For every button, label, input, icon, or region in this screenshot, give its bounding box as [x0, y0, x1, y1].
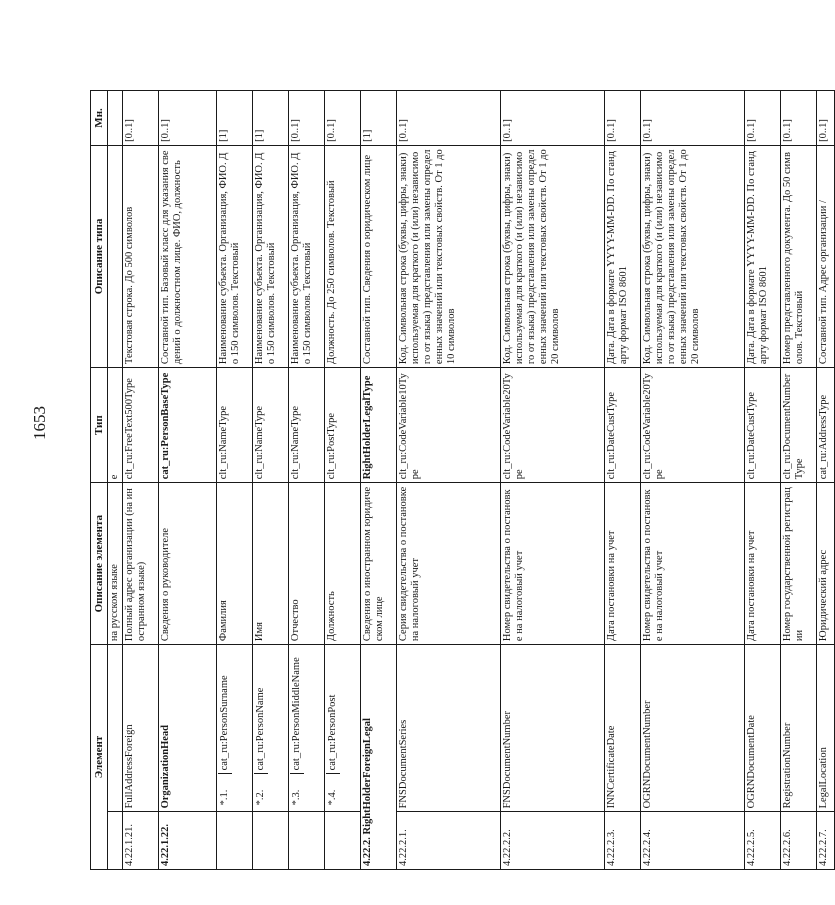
element-description: Серия свидетельства о постановке на налоговый учет: [397, 483, 501, 645]
row-number-cell: [217, 812, 253, 870]
rotated-page: [90, 90, 829, 870]
type-description: Наименование субъекта. Организация, ФИО. До 150 символов. Текстовый: [217, 145, 253, 367]
sub-row-number: *.3.: [290, 773, 304, 808]
row-number: [108, 812, 123, 870]
element-name: cat_ru:PersonPost: [327, 694, 338, 771]
sub-element-cell: [289, 645, 325, 812]
spec-table: [90, 90, 835, 870]
row-number: 4.22.2.3.: [605, 812, 641, 870]
element-description: Должность: [325, 483, 361, 645]
type-description: [108, 145, 123, 367]
type-description: Наименование субъекта. Организация, ФИО. До 150 символов. Текстовый: [289, 145, 325, 367]
element-name: FNSDocumentNumber: [501, 645, 605, 812]
sub-row-number: *.2.: [254, 773, 268, 808]
multiplicity: [108, 91, 123, 146]
type-description: Код. Символьная строка (буквы, цифры, знаки) используемая для краткого (и (или) независимого от языка) представления или замены определенных значений или текстовых свойств. От 1 до 20 символов: [641, 145, 745, 367]
table-row: [253, 91, 289, 870]
multiplicity: [1]: [253, 91, 289, 146]
multiplicity: [0..1]: [745, 91, 781, 146]
element-description: Фамилия: [217, 483, 253, 645]
element-type: clt_ru:NameType: [253, 368, 289, 483]
row-number: 4.22.1.22.: [159, 812, 217, 870]
element-name: OGRNDocumentNumber: [641, 645, 745, 812]
element-description: Отчество: [289, 483, 325, 645]
multiplicity: [1]: [217, 91, 253, 146]
multiplicity: [0..1]: [641, 91, 745, 146]
row-number-cell: [325, 812, 361, 870]
multiplicity: [0..1]: [605, 91, 641, 146]
element-type: clt_ru:CodeVariable20Type: [641, 368, 745, 483]
multiplicity: [0..1]: [397, 91, 501, 146]
element-name: cat_ru:PersonMiddleName: [291, 657, 302, 771]
element-type: clt_ru:DateCustType: [745, 368, 781, 483]
element-type: clt_ru:DocumentNumberType: [781, 368, 817, 483]
element-name: FNSDocumentSeries: [397, 645, 501, 812]
type-description: Код. Символьная строка (буквы, цифры, знаки) используемая для краткого (и (или) независимого от языка) представления или замены определенных значений или текстовых свойств. От 1 до 20 символов: [501, 145, 605, 367]
element-description: Полный адрес организации (на иностранном языке): [123, 483, 159, 645]
row-number-cell: [253, 812, 289, 870]
table-row: [397, 91, 501, 870]
table-row: [641, 91, 745, 870]
header-mult: Мн.: [91, 91, 108, 146]
type-description: Наименование субъекта. Организация, ФИО. До 150 символов. Текстовый: [253, 145, 289, 367]
row-number: 4.22.1.21.: [123, 812, 159, 870]
element-description: Сведения о руководителе: [159, 483, 217, 645]
element-type: clt_ru:CodeVariable10Type: [397, 368, 501, 483]
table-row: [781, 91, 817, 870]
table-row: [289, 91, 325, 870]
element-type: clt_ru:DateCustType: [605, 368, 641, 483]
element-description: Имя: [253, 483, 289, 645]
element-description: Номер свидетельства о постановке на налоговый учет: [641, 483, 745, 645]
element-name: RightHolderForeignLegal: [362, 718, 373, 835]
multiplicity: [0..1]: [325, 91, 361, 146]
element-name: LegalLocation: [817, 645, 835, 812]
element-type: е: [108, 368, 123, 483]
table-row: [159, 91, 217, 870]
type-description: Текстовая строка. До 500 символов: [123, 145, 159, 367]
page-number: 1653: [30, 406, 49, 440]
element-description: Номер свидетельства о постановке на налоговый учет: [501, 483, 605, 645]
sub-element-grid: [254, 648, 268, 808]
sub-element-grid: [218, 648, 232, 808]
element-description: на русском языке: [108, 483, 123, 645]
header-type: Тип: [91, 368, 108, 483]
sub-element-cell: [253, 645, 289, 812]
element-name: OrganizationHead: [159, 645, 217, 812]
table-header-row: [91, 91, 108, 870]
row-number: 4.22.2.7.: [817, 812, 835, 870]
table-row: [123, 91, 159, 870]
element-name: [108, 645, 123, 812]
multiplicity: [0..1]: [123, 91, 159, 146]
sub-row-number: *.1.: [218, 773, 232, 808]
element-description: Сведения о иностранном юридическом лице: [361, 483, 397, 645]
row-number: 4.22.2.2.: [501, 812, 605, 870]
element-cell: [361, 645, 397, 870]
element-type: clt_ru:CodeVariable20Type: [501, 368, 605, 483]
element-type: RightHolderLegalType: [361, 368, 397, 483]
element-description: Дата постановки на учет: [605, 483, 641, 645]
row-number: 4.22.2.6.: [781, 812, 817, 870]
element-name: RegistrationNumber: [781, 645, 817, 812]
sub-element-cell: [217, 645, 253, 812]
type-description: Дата. Дата в формате YYYY-MM-DD. По стандарту формат ISO 8601: [605, 145, 641, 367]
multiplicity: [0..1]: [501, 91, 605, 146]
type-description: Дата. Дата в формате YYYY-MM-DD. По стандарту формат ISO 8601: [745, 145, 781, 367]
header-element: Элемент: [91, 645, 108, 870]
table-row: [501, 91, 605, 870]
element-name: FullAddressForeign: [123, 645, 159, 812]
sub-element-grid: [326, 648, 340, 808]
table-row: [361, 91, 397, 870]
multiplicity: [0..1]: [159, 91, 217, 146]
element-description: Юридический адрес: [817, 483, 835, 645]
type-description: Номер представленного документа. До 50 символов. Текстовый: [781, 145, 817, 367]
element-type: clt_ru:FreeText500Type: [123, 368, 159, 483]
sub-element-cell: [325, 645, 361, 812]
row-number: 4.22.2.1.: [397, 812, 501, 870]
multiplicity: [0..1]: [289, 91, 325, 146]
table-row: [108, 91, 123, 870]
multiplicity: [1]: [361, 91, 397, 146]
table-row: [325, 91, 361, 870]
element-type: cat_ru:PersonBaseType: [159, 368, 217, 483]
table-row: [217, 91, 253, 870]
table-row: [745, 91, 781, 870]
type-description: Код. Символьная строка (буквы, цифры, знаки) используемая для краткого (и (или) независимого от языка) представления или замены определенных значений или текстовых свойств. От 1 до 10 символов: [397, 145, 501, 367]
element-name: INNCertificateDate: [605, 645, 641, 812]
row-number: 4.22.2.5.: [745, 812, 781, 870]
element-description: Номер государственной регистрации: [781, 483, 817, 645]
element-type: clt_ru:NameType: [217, 368, 253, 483]
element-name: OGRNDocumentDate: [745, 645, 781, 812]
multiplicity: [0..1]: [817, 91, 835, 146]
header-element-desc: Описание элемента: [91, 483, 108, 645]
table-body: [108, 91, 835, 870]
element-description: Дата постановки на учет: [745, 483, 781, 645]
element-type: clt_ru:NameType: [289, 368, 325, 483]
element-name: cat_ru:PersonSurname: [219, 675, 230, 771]
type-description: Составной тип. Базовый класс для указания сведений о должностном лице. ФИО, должность: [159, 145, 217, 367]
sub-row-number: *.4.: [326, 773, 340, 808]
element-type: clt_ru:PostType: [325, 368, 361, 483]
element-name: cat_ru:PersonName: [255, 687, 266, 771]
type-description: Должность. До 250 символов. Текстовый: [325, 145, 361, 367]
table-row: [605, 91, 641, 870]
element-type: cat_ru:AddressType: [817, 368, 835, 483]
sub-element-grid: [290, 648, 304, 808]
row-number: 4.22.2.: [362, 837, 373, 866]
row-number: 4.22.2.4.: [641, 812, 745, 870]
type-description: Составной тип. Сведения о юридическом лице: [361, 145, 397, 367]
header-type-desc: Описание типа: [91, 145, 108, 367]
type-description: Составной тип. Адрес организации /: [817, 145, 835, 367]
table-row: [817, 91, 835, 870]
row-number-cell: [289, 812, 325, 870]
multiplicity: [0..1]: [781, 91, 817, 146]
